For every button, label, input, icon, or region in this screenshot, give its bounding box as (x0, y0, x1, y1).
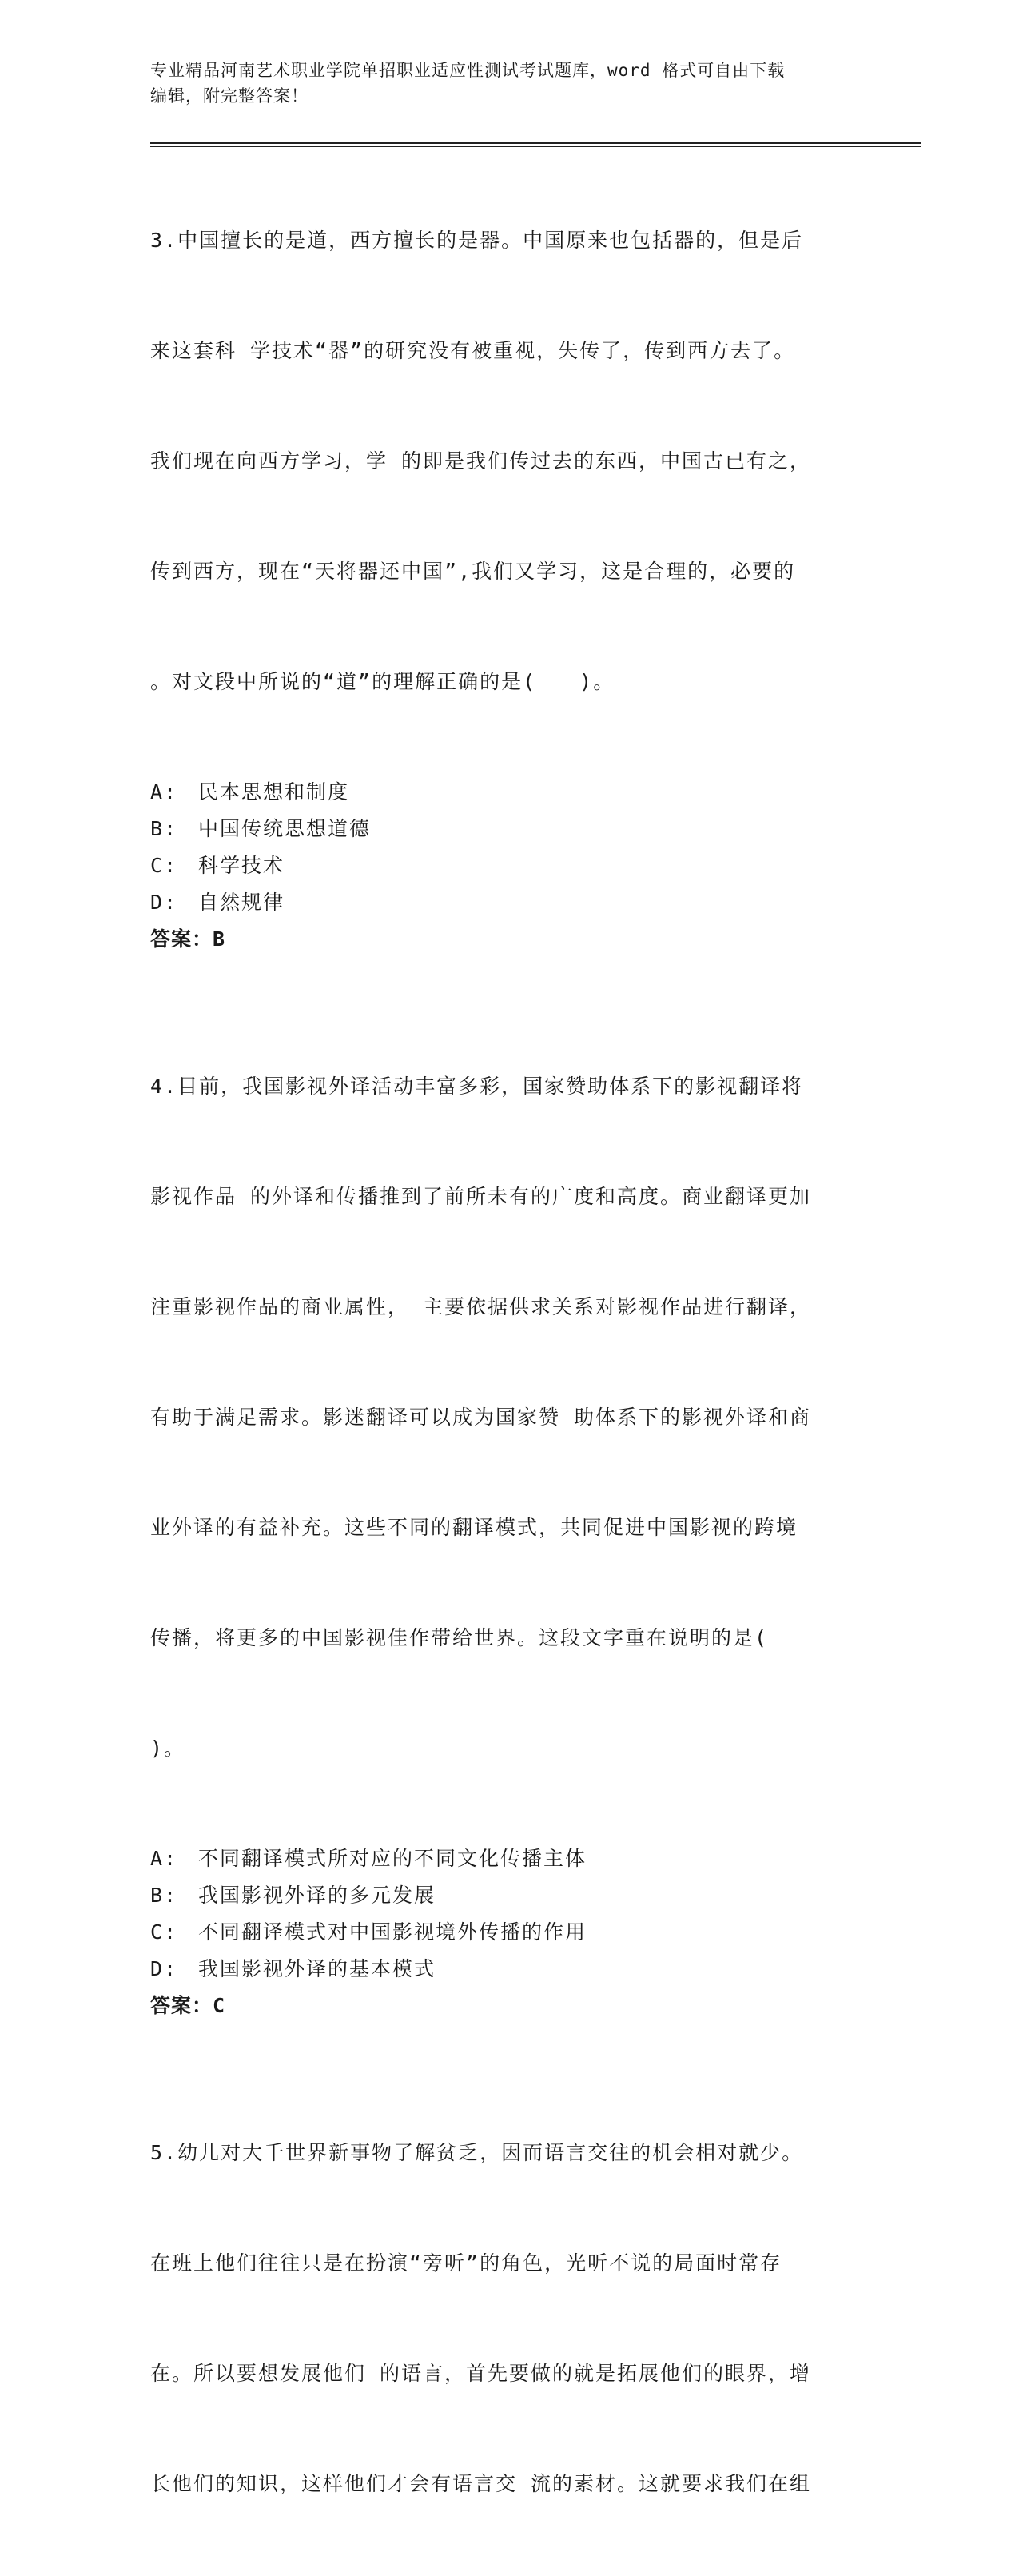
header-line-2: 编辑，附完整答案！ (150, 86, 308, 106)
option-text: 不同翻译模式所对应的不同文化传播主体 (198, 1847, 587, 1870)
question-5-text (150, 2061, 870, 2576)
option-text: 中国传统思想道德 (198, 817, 372, 840)
option-b (150, 1877, 870, 1914)
question-3 (150, 149, 870, 958)
header-line-1: 专业精品河南艺术职业学院单招职业适应性测试考试题库，word 格式可自由下载 (150, 61, 786, 80)
question-line: 业外译的有益补充。这些不同的翻译模式，共同促进中国影视的跨境 (150, 1516, 798, 1539)
question-4 (150, 995, 870, 2024)
option-text: 不同翻译模式对中国影视境外传播的作用 (198, 1920, 587, 1944)
question-line: 来这套科 学技术“器”的研究没有被重视，失传了，传到西方去了。 (150, 339, 796, 362)
question-list (150, 149, 870, 2576)
question-line: 传到西方，现在“天将器还中国”,我们又学习，这是合理的，必要的 (150, 560, 796, 583)
question-line: )。 (150, 1737, 186, 1760)
question-line: 4.目前，我国影视外译活动丰富多彩，国家赞助体系下的影视翻译将 (150, 1075, 804, 1098)
option-c (150, 1914, 870, 1951)
question-line: 我们现在向西方学习，学 的即是我们传过去的东西，中国古已有之， (150, 449, 812, 473)
question-line: 。对文段中所说的“道”的理解正确的是( )。 (150, 670, 615, 693)
option-d (150, 884, 870, 921)
option-letter: A: (150, 1847, 178, 1870)
option-letter: B: (150, 817, 178, 840)
option-a (150, 774, 870, 811)
option-letter: A: (150, 780, 178, 804)
header-divider-thin (150, 146, 921, 147)
document-header (150, 58, 870, 109)
spacer (150, 958, 870, 995)
option-a (150, 1840, 870, 1877)
option-text: 我国影视外译的基本模式 (198, 1957, 436, 1980)
option-text: 我国影视外译的多元发展 (198, 1884, 436, 1907)
question-5 (150, 2061, 870, 2576)
option-letter: D: (150, 891, 178, 914)
header-divider-thick (150, 142, 921, 144)
question-line: 5.幼儿对大千世界新事物了解贫乏，因而语言交往的机会相对就少。 (150, 2141, 804, 2164)
option-text: 科学技术 (198, 854, 285, 877)
question-3-text (150, 149, 870, 774)
option-letter: C: (150, 854, 178, 877)
question-line: 注重影视作品的商业属性， 主要依据供求关系对影视作品进行翻译， (150, 1295, 812, 1318)
question-4-text (150, 995, 870, 1840)
option-d (150, 1951, 870, 1988)
question-line: 3.中国擅长的是道，西方擅长的是器。中国原来也包括器的，但是后 (150, 229, 804, 252)
question-line: 传播，将更多的中国影视佳作带给世界。这段文字重在说明的是( (150, 1626, 769, 1649)
question-line: 在班上他们往往只是在扮演“旁听”的角色，光听不说的局面时常存 (150, 2251, 782, 2275)
question-line: 有助于满足需求。影迷翻译可以成为国家赞 助体系下的影视外译和商 (150, 1406, 812, 1429)
question-line: 长他们的知识，这样他们才会有语言交 流的素材。这就要求我们在组 (150, 2472, 812, 2495)
option-text: 民本思想和制度 (198, 780, 350, 804)
option-letter: D: (150, 1957, 178, 1980)
answer-4: 答案：C (150, 1994, 226, 2017)
question-line: 在。所以要想发展他们 的语言，首先要做的就是拓展他们的眼界，增 (150, 2362, 812, 2385)
option-letter: B: (150, 1884, 178, 1907)
option-b (150, 811, 870, 847)
option-letter: C: (150, 1920, 178, 1944)
answer-3: 答案：B (150, 927, 226, 951)
spacer (150, 2024, 870, 2061)
option-c (150, 847, 870, 884)
question-line: 影视作品 的外译和传播推到了前所未有的广度和高度。商业翻译更加 (150, 1185, 812, 1208)
option-text: 自然规律 (198, 891, 285, 914)
